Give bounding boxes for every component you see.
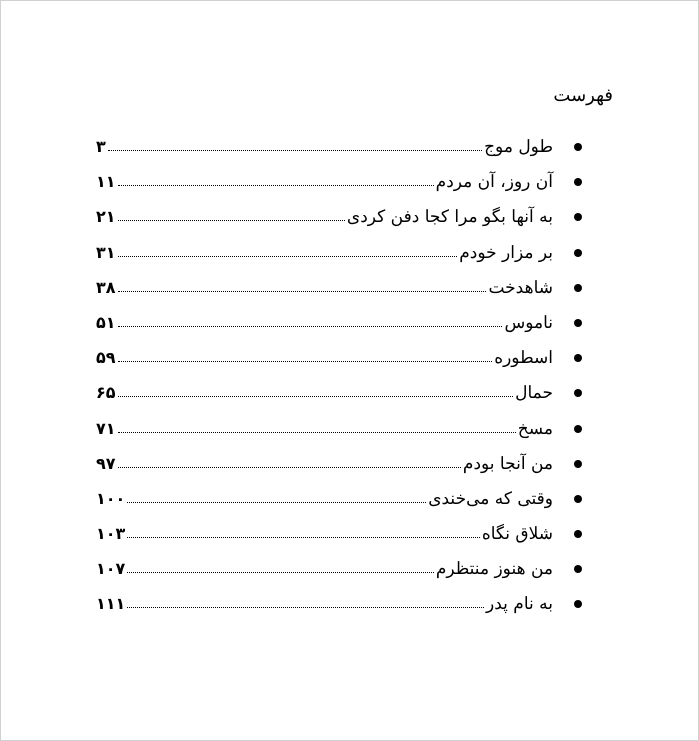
dot-leader [118,291,487,292]
toc-entry-title: شاهدخت [488,277,553,298]
toc-entry-page-number: ۳ [96,137,106,156]
toc-entry [96,448,591,483]
toc-entry-line [96,276,553,300]
dot-leader [118,256,458,257]
bullet-icon [574,178,582,186]
toc-entry [96,131,591,166]
dot-leader [118,396,514,397]
toc-entry-line [96,311,553,335]
toc-entry [96,553,591,588]
toc-entry-title: اسطوره [494,348,553,369]
bullet-icon [574,319,582,327]
toc-entry [96,518,591,553]
toc-entry-page-number: ۳۱ [96,242,116,262]
toc-entry-title: من آنجا بودم [462,453,553,474]
bullet-icon [574,143,582,151]
toc-entry-title: مسخ [517,418,553,439]
bullet-icon [574,425,582,433]
toc-entry-page-number: ۱۰۷ [96,559,126,579]
toc-entry [96,237,591,272]
toc-entry-page-number: ۹۷ [96,453,116,473]
toc-entry-page-number: ۶۵ [96,383,116,403]
dot-leader [108,150,482,151]
toc-entry-title: طول موج [484,137,553,157]
toc-entry-line [96,381,553,405]
toc-entry-title: به نام پدر [486,594,553,615]
toc-entry [96,307,591,342]
toc-entry-page-number: ۵۱ [96,312,116,332]
toc-entry [96,342,591,377]
toc-entry-line [96,557,553,581]
toc-entry-line [96,592,553,616]
toc-entry-title: به آنها بگو مرا کجا دفن کردی [346,207,553,228]
toc-entry-page-number: ۲۱ [96,207,116,227]
dot-leader [118,220,345,221]
toc-entry-line [96,135,553,159]
toc-entry-line [96,346,553,370]
bullet-icon [574,284,582,292]
toc-entry-page-number: ۱۰۳ [96,524,126,544]
toc-entry-line [96,241,553,265]
dot-leader [118,326,503,327]
toc-entry [96,483,591,518]
dot-leader [118,185,434,186]
bullet-icon [574,460,582,468]
bullet-icon [574,495,582,503]
dot-leader [118,361,493,362]
dot-leader [127,502,426,503]
toc-entry-line [96,417,553,441]
toc-entry-page-number: ۱۰۰ [96,488,126,508]
toc-entry-title: وقتی که می‌خندی [428,488,553,509]
toc-entry-title: ناموس [504,312,553,333]
bullet-icon [574,565,582,573]
toc-entry-title: بر مزار خودم [459,242,553,263]
dot-leader [118,467,461,468]
toc-entry-line [96,205,553,229]
toc-entry-page-number: ۱۱۱ [96,594,126,614]
toc-entry-line [96,170,553,194]
toc-entry [96,272,591,307]
bullet-icon [574,600,582,608]
toc-entry-title: حمال [515,383,553,404]
toc-entry-page-number: ۱۱ [96,172,116,192]
toc-entry-title: شلاق نگاه [481,524,553,545]
dot-leader [127,572,434,573]
toc-entry [96,588,591,623]
toc-entry-line [96,522,553,546]
bullet-icon [574,213,582,221]
toc-entry [96,201,591,236]
bullet-icon [574,389,582,397]
dot-leader [127,607,484,608]
toc-entry-page-number: ۵۹ [96,348,116,368]
bullet-icon [574,530,582,538]
toc-entry-line [96,452,553,476]
bullet-icon [574,249,582,257]
toc-entry-page-number: ۷۱ [96,418,116,438]
bullet-icon [574,354,582,362]
toc-entry-line [96,487,553,511]
toc-entry [96,377,591,412]
toc-entry [96,413,591,448]
dot-leader [118,432,516,433]
toc-entry [96,166,591,201]
toc-list [96,131,591,624]
toc-entry-page-number: ۳۸ [96,277,116,297]
toc-entry-title: من هنوز منتظرم [435,559,553,580]
toc-title: فهرست [553,85,613,106]
toc-entry-title: آن روز، آن مردم [435,172,553,193]
dot-leader [127,537,480,538]
